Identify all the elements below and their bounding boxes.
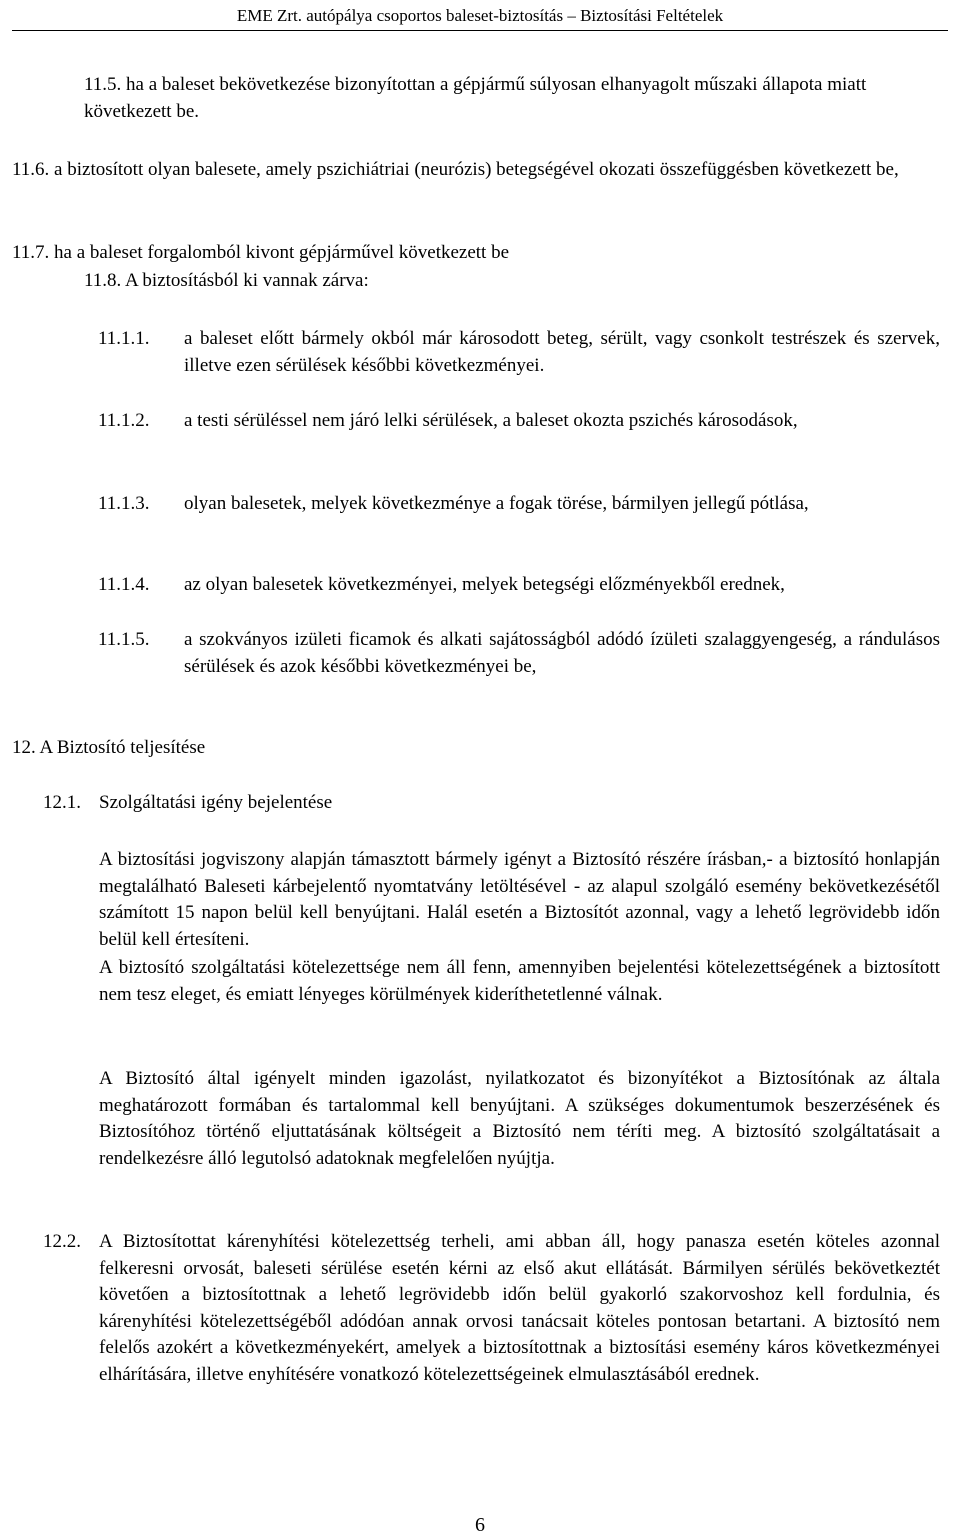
- subsection-title: Szolgáltatási igény bejelentése: [99, 792, 333, 813]
- subitem-number: 11.1.5.: [98, 629, 150, 650]
- item-11-7: 11.7. ha a baleset forgalomból kivont gépjárművel következett be: [12, 242, 510, 263]
- subitem-text: a testi sérüléssel nem járó lelki sérülések, a baleset okozta pszichés károsodások,: [184, 410, 798, 431]
- subitem-text: az olyan balesetek következményei, melyek betegségi előzményekből erednek,: [184, 574, 785, 595]
- page-header: EME Zrt. autópálya csoportos baleset-biztosítás – Biztosítási Feltételek: [236, 6, 724, 25]
- subitem-number: 11.1.1.: [98, 328, 150, 349]
- section-heading: 12. A Biztosító teljesítése: [12, 737, 206, 758]
- subitem-text: a baleset előtt bármely okból már károsodott beteg, sérült, vagy csonkolt testrészek és szervek, illetve ezen sérülések későbbi következményei.: [184, 328, 940, 376]
- item-11-6: 11.6. a biztosított olyan balesete, amely pszichiátriai (neurózis) betegségével okozati összefüggésben következett be,: [12, 159, 899, 180]
- paragraph: A Biztosítottat kárenyhítési kötelezettség terheli, ami abban áll, hogy panasza esetén köteles azonnal felkeresni orvosát, baleseti sérülése esetén kérni az első akut ellátását. Bármilyen sérülés bekövetkeztét követően a biztosítottnak a lehető legrövidebb időn belül gyakorló szakorvoshoz kell fordulnia, és kárenyhítési kötelezettségéből adódóan annak orvosi tanácsait köteles pontosan betartani. A biztosító nem felelős azokért a következményekért, amelyek a biztosítottnak a biztosítási esemény káros következményei elhárítására, illetve enyhítésére vonatkozó kötelezettségeinek elmulasztásából erednek.: [99, 1231, 940, 1385]
- subitem-number: 11.1.3.: [98, 493, 150, 514]
- paragraph: A Biztosító által igényelt minden igazolást, nyilatkozatot és bizonyítékot a Biztosítónak az általa meghatározott formában és tartalommal kell benyújtani. A szükséges dokumentumok beszerzésének és Biztosítóhoz történő eljuttatásának költségeit a Biztosító nem téríti meg. A biztosító szolgáltatásait a rendelkezésre álló legutolsó adatoknak megfelelően nyújtja.: [99, 1068, 940, 1169]
- header-divider: [12, 30, 948, 31]
- subsection-number: 12.1.: [43, 792, 81, 813]
- paragraph: A biztosítási jogviszony alapján támasztott bármely igényt a Biztosító részére írásban,- a biztosító honlapján megtalálható Baleseti kárbejelentő nyomtatvány letöltésével - az alapul szolgáló esemény bekövetkezésétől számított 15 napon belül kell benyújtani. Halál esetén a Biztosítót azonnal, vagy a lehető legrövidebb időn belül kell értesíteni.: [99, 849, 940, 950]
- subitem-number: 11.1.2.: [98, 410, 150, 431]
- item-11-8: 11.8. A biztosításból ki vannak zárva:: [84, 270, 369, 291]
- page-number: 6: [475, 1514, 485, 1536]
- subitem-number: 11.1.4.: [98, 574, 150, 595]
- subitem-text: olyan balesetek, melyek következménye a fogak törése, bármilyen jellegű pótlása,: [184, 493, 809, 514]
- subsection-number: 12.2.: [43, 1231, 81, 1252]
- item-11-5: 11.5. ha a baleset bekövetkezése bizonyítottan a gépjármű súlyosan elhanyagolt műszaki állapota miatt következett be.: [84, 74, 867, 122]
- subitem-text: a szokványos izületi ficamok és alkati sajátosságból adódó ízületi szalaggyengeség, a rándulásos sérülések és azok későbbi következményei be,: [184, 629, 940, 677]
- paragraph: A biztosító szolgáltatási kötelezettsége nem áll fenn, amennyiben bejelentési kötelezettségének a biztosított nem tesz eleget, és emiatt lényeges körülmények kideríthetetlenné válnak.: [99, 957, 940, 1005]
